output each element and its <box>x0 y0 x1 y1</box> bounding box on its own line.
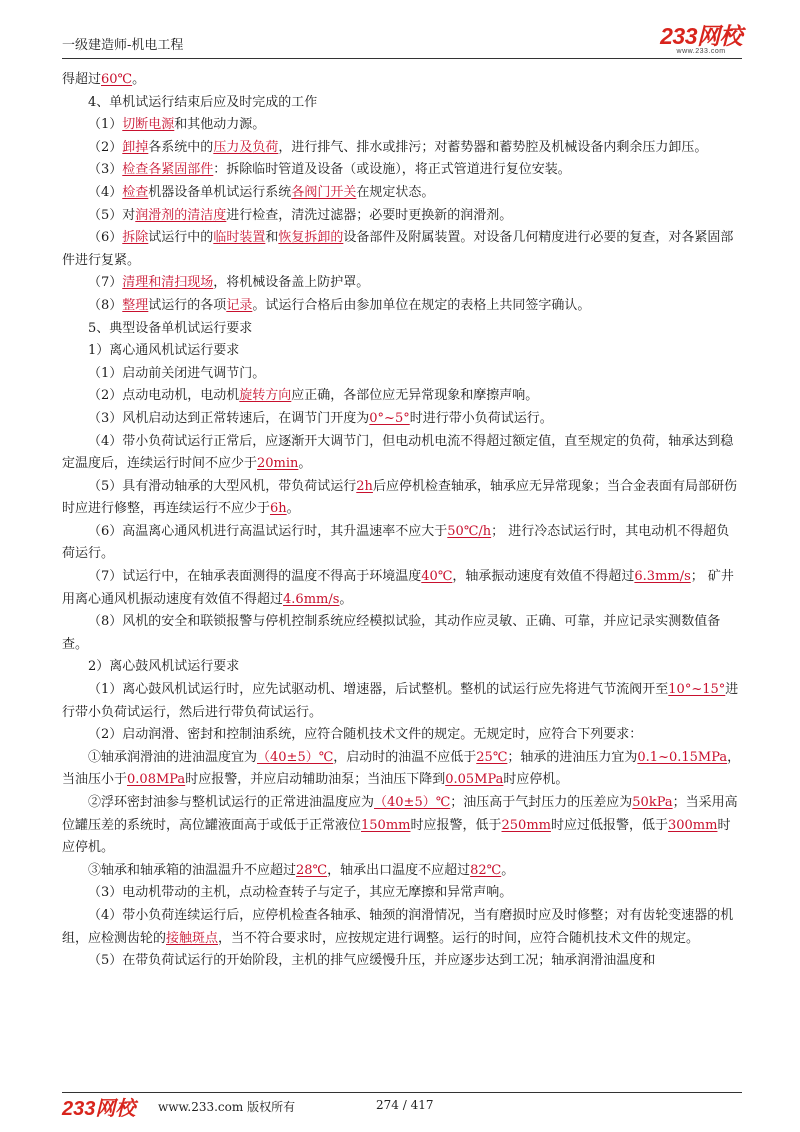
text-run: 和 <box>265 230 279 246</box>
paragraph <box>62 882 742 905</box>
text-run: 时应停机。 <box>503 772 569 788</box>
text-run: 5、典型设备单机试运行要求 <box>88 320 253 336</box>
text-run: ，将机械设备盖上防护罩。 <box>213 275 370 291</box>
text-run: 。试运行合格后由参加单位在规定的表格上共同签字确认。 <box>252 297 591 313</box>
text-run: 设备部件及附属装置。对设备几何精度进行必要的复查，对各紧固部件进行复紧。 <box>62 230 734 268</box>
highlighted-term: 临时装置 <box>213 230 266 246</box>
text-run: （1） <box>88 117 123 133</box>
highlighted-term: 接触斑点 <box>166 930 219 946</box>
text-run: （6） <box>88 230 123 246</box>
text-run: 和其他动力源。 <box>174 117 266 133</box>
highlighted-term: 6.3mm/s <box>634 569 691 585</box>
paragraph <box>62 566 742 611</box>
text-run: 在规定状态。 <box>356 184 435 200</box>
text-run: 时应停机。 <box>62 817 731 856</box>
highlighted-term: 150mm <box>361 817 411 833</box>
text-run: 。 <box>339 591 353 607</box>
paragraph <box>62 431 742 476</box>
highlighted-term: 压力及负荷 <box>213 139 279 155</box>
text-run: 进行检查，清洗过滤器；必要时更换新的润滑剂。 <box>226 207 513 223</box>
paragraph <box>62 182 742 205</box>
highlighted-term: 28℃ <box>296 862 328 878</box>
text-run: （2）启动润滑、密封和控制油系统，应符合随机技术文件的规定。无规定时，应符合下列要求： <box>88 727 643 743</box>
text-run: 试运行的各项 <box>148 297 227 313</box>
paragraph <box>62 272 742 295</box>
text-run: 时进行带小负荷试运行。 <box>409 410 553 426</box>
text-run: ；轴承的进油压力宜为 <box>507 749 638 765</box>
highlighted-term: 300mm <box>667 817 718 833</box>
paragraph <box>62 159 742 182</box>
text-run: （3） <box>88 162 123 178</box>
text-run: ； 进行冷态试运行时，其电动机不得超负荷运行。 <box>62 523 730 562</box>
paragraph <box>62 205 742 228</box>
highlighted-term: 卸掉 <box>122 139 149 155</box>
text-run: ，轴承出口温度不应超过 <box>327 862 471 878</box>
text-run: ①轴承润滑油的进油温度宜为 <box>88 749 258 765</box>
highlighted-term: 润滑剂的清洁度 <box>135 207 227 223</box>
header-title: 一级建造师-机电工程 <box>62 38 184 53</box>
paragraph <box>62 408 742 431</box>
paragraph <box>62 792 742 860</box>
highlighted-term: 0.1~0.15MPa <box>637 749 728 765</box>
text-run: 时应报警，低于 <box>410 817 502 833</box>
text-run: 1）离心通风机试运行要求 <box>88 343 240 359</box>
paragraph <box>62 385 742 408</box>
highlighted-term: 82℃ <box>470 862 502 878</box>
paragraph <box>62 521 742 566</box>
highlighted-term: 0.05MPa <box>445 772 504 788</box>
text-run: （7） <box>88 275 123 291</box>
highlighted-term: 拆除 <box>122 230 149 246</box>
paragraph <box>62 656 742 679</box>
text-run: 2）离心鼓风机试运行要求 <box>88 659 240 675</box>
text-run: ，启动时的油温不应低于 <box>333 749 477 765</box>
highlighted-term: （40±5）℃ <box>257 749 334 765</box>
paragraph <box>62 905 742 950</box>
text-run: ，进行排气、排水或排污；对蓄势器和蓄势腔及机械设备内剩余压力卸压。 <box>278 139 708 155</box>
paragraph <box>62 950 742 973</box>
highlighted-term: 60℃ <box>101 72 133 87</box>
paragraph <box>62 295 742 318</box>
text-run: （5）在带负荷试运行的开始阶段，主机的排气应缓慢升压，并应逐步达到工况；轴承润滑油温度和 <box>88 953 656 969</box>
highlighted-term: 20min <box>257 456 299 472</box>
text-run: ，轴承振动速度有效值不得超过 <box>452 569 635 585</box>
highlighted-term: 0°~5° <box>369 410 410 426</box>
highlighted-term: 各阀门开关 <box>291 184 357 200</box>
footer-logo[interactable]: 233网校 <box>62 1098 136 1120</box>
paragraph <box>62 318 742 341</box>
text-run: ；油压高于气封压力的压差应为 <box>450 795 633 810</box>
text-run: 各系统中的 <box>148 139 214 155</box>
text-run: （2）点动电动机，电动机 <box>88 388 240 404</box>
text-run: 4、单机试运行结束后应及时完成的工作 <box>88 94 318 110</box>
paragraph <box>62 114 742 137</box>
text-run: 时应报警，并应启动辅助油泵；当油压下降到 <box>185 772 446 788</box>
paragraph <box>62 860 742 883</box>
document-body <box>62 69 742 973</box>
highlighted-term: 清理和清扫现场 <box>122 275 214 291</box>
text-run: （2） <box>88 139 123 155</box>
text-run: （1）启动前关闭进气调节门。 <box>88 365 266 381</box>
text-run: 时应过低报警，低于 <box>550 817 668 833</box>
text-run: ，当油压小于 <box>62 749 741 788</box>
text-run: 得超过 <box>62 72 102 87</box>
highlighted-term: 50℃/h <box>447 523 492 539</box>
text-run: ②浮环密封油参与整机试运行的正常进油温度应为 <box>88 795 375 810</box>
paragraph <box>62 363 742 386</box>
text-run: 后应停机检查轴承，轴承应无异常现象；当合金表面有局部研伤时应进行修整，再连续运行不应少于 <box>62 478 737 517</box>
footer-copyright: www.233.com 版权所有 <box>158 1100 296 1114</box>
text-run: （7）试运行中，在轴承表面测得的温度不得高于环境温度 <box>88 569 422 585</box>
page-number: 274 / 417 <box>376 1098 434 1112</box>
text-run: 。 <box>298 456 312 472</box>
text-run: 机器设备单机试运行系统 <box>148 184 292 200</box>
highlighted-term: （40±5）℃ <box>374 795 451 810</box>
text-run: （8） <box>88 297 123 313</box>
highlighted-term: 2h <box>356 478 373 494</box>
text-run: （1）离心鼓风机试运行时，应先试驱动机、增速器，后试整机。整机的试运行应先将进气节流阀开至 <box>88 682 669 698</box>
text-run: 进行带小负荷试运行，然后进行带负荷试运行。 <box>62 682 739 720</box>
text-run: （6）高温离心通风机进行高温试运行时，其升温速率不应大于 <box>88 523 448 539</box>
paragraph <box>62 679 742 724</box>
text-run: 。 <box>286 501 300 517</box>
text-run: （8）风机的安全和联锁报警与停机控制系统应经模拟试验，其动作应灵敏、正确、可靠，并应记录实测数值备查。 <box>62 614 721 652</box>
text-run: （3）电动机带动的主机，点动检查转子与定子，其应无摩擦和异常声响。 <box>88 885 513 901</box>
logo-text: 233网校 <box>660 23 742 49</box>
text-run: 试运行中的 <box>148 230 214 246</box>
text-run: 应正确，各部位应无异常现象和摩擦声响。 <box>291 388 539 404</box>
paragraph <box>62 137 742 160</box>
highlighted-term: 0.08MPa <box>127 772 186 788</box>
paragraph <box>62 747 742 792</box>
paragraph <box>62 476 742 521</box>
highlighted-term: 25℃ <box>476 749 508 765</box>
footer-divider <box>62 1092 742 1093</box>
text-run: （3）风机启动达到正常转速后，在调节门开度为 <box>88 410 370 426</box>
paragraph <box>62 69 742 92</box>
header-divider <box>62 58 742 59</box>
highlighted-term: 40℃ <box>421 569 453 585</box>
highlighted-term: 记录 <box>226 297 253 313</box>
text-run: ； 矿井用离心通风机振动速度有效值不得超过 <box>62 569 734 607</box>
highlighted-term: 10°~15° <box>668 682 726 698</box>
text-run: （5）具有滑动轴承的大型风机，带负荷试运行 <box>88 478 357 494</box>
text-run: ：拆除临时管道及设备（或设施），将正式管道进行复位安装。 <box>213 162 571 178</box>
text-run: 。 <box>132 72 146 87</box>
text-run: 。 <box>501 862 515 878</box>
highlighted-term: 50kPa <box>632 795 673 810</box>
text-run: ，当不符合要求时，应按规定进行调整。运行的时间，应符合随机技术文件的规定。 <box>218 930 700 946</box>
text-run: （5）对 <box>88 207 136 223</box>
highlighted-term: 4.6mm/s <box>283 591 340 607</box>
highlighted-term: 检查 <box>122 184 149 200</box>
logo-url: www.233.com <box>676 48 726 55</box>
paragraph <box>62 340 742 363</box>
text-run: ③轴承和轴承箱的油温温升不应超过 <box>88 862 297 878</box>
highlighted-term: 恢复拆卸的 <box>278 230 344 246</box>
highlighted-term: 切断电源 <box>122 117 175 133</box>
highlighted-term: 250mm <box>501 817 551 833</box>
brand-logo[interactable] <box>660 24 742 55</box>
highlighted-term: 检查各紧固部件 <box>122 162 214 178</box>
highlighted-term: 整理 <box>122 297 149 313</box>
paragraph <box>62 92 742 115</box>
paragraph <box>62 611 742 656</box>
highlighted-term: 6h <box>270 501 287 517</box>
text-run: ；当采用高位罐压差的系统时，高位罐液面高于或低于正常液位 <box>62 795 738 833</box>
paragraph <box>62 724 742 747</box>
text-run: （4）带小负荷试运行正常后，应逐渐开大调节门，但电动机电流不得超过额定值，直至规定的负荷，轴承达到稳定温度后，连续运行时间不应少于 <box>62 433 734 472</box>
highlighted-term: 旋转方向 <box>239 388 292 404</box>
paragraph <box>62 227 742 272</box>
text-run: （4）带小负荷连续运行后，应停机检查各轴承、轴颈的润滑情况，当有磨损时应及时修整；对有齿轮变速器的机组，应检测齿轮的 <box>62 907 734 946</box>
text-run: （4） <box>88 184 123 200</box>
